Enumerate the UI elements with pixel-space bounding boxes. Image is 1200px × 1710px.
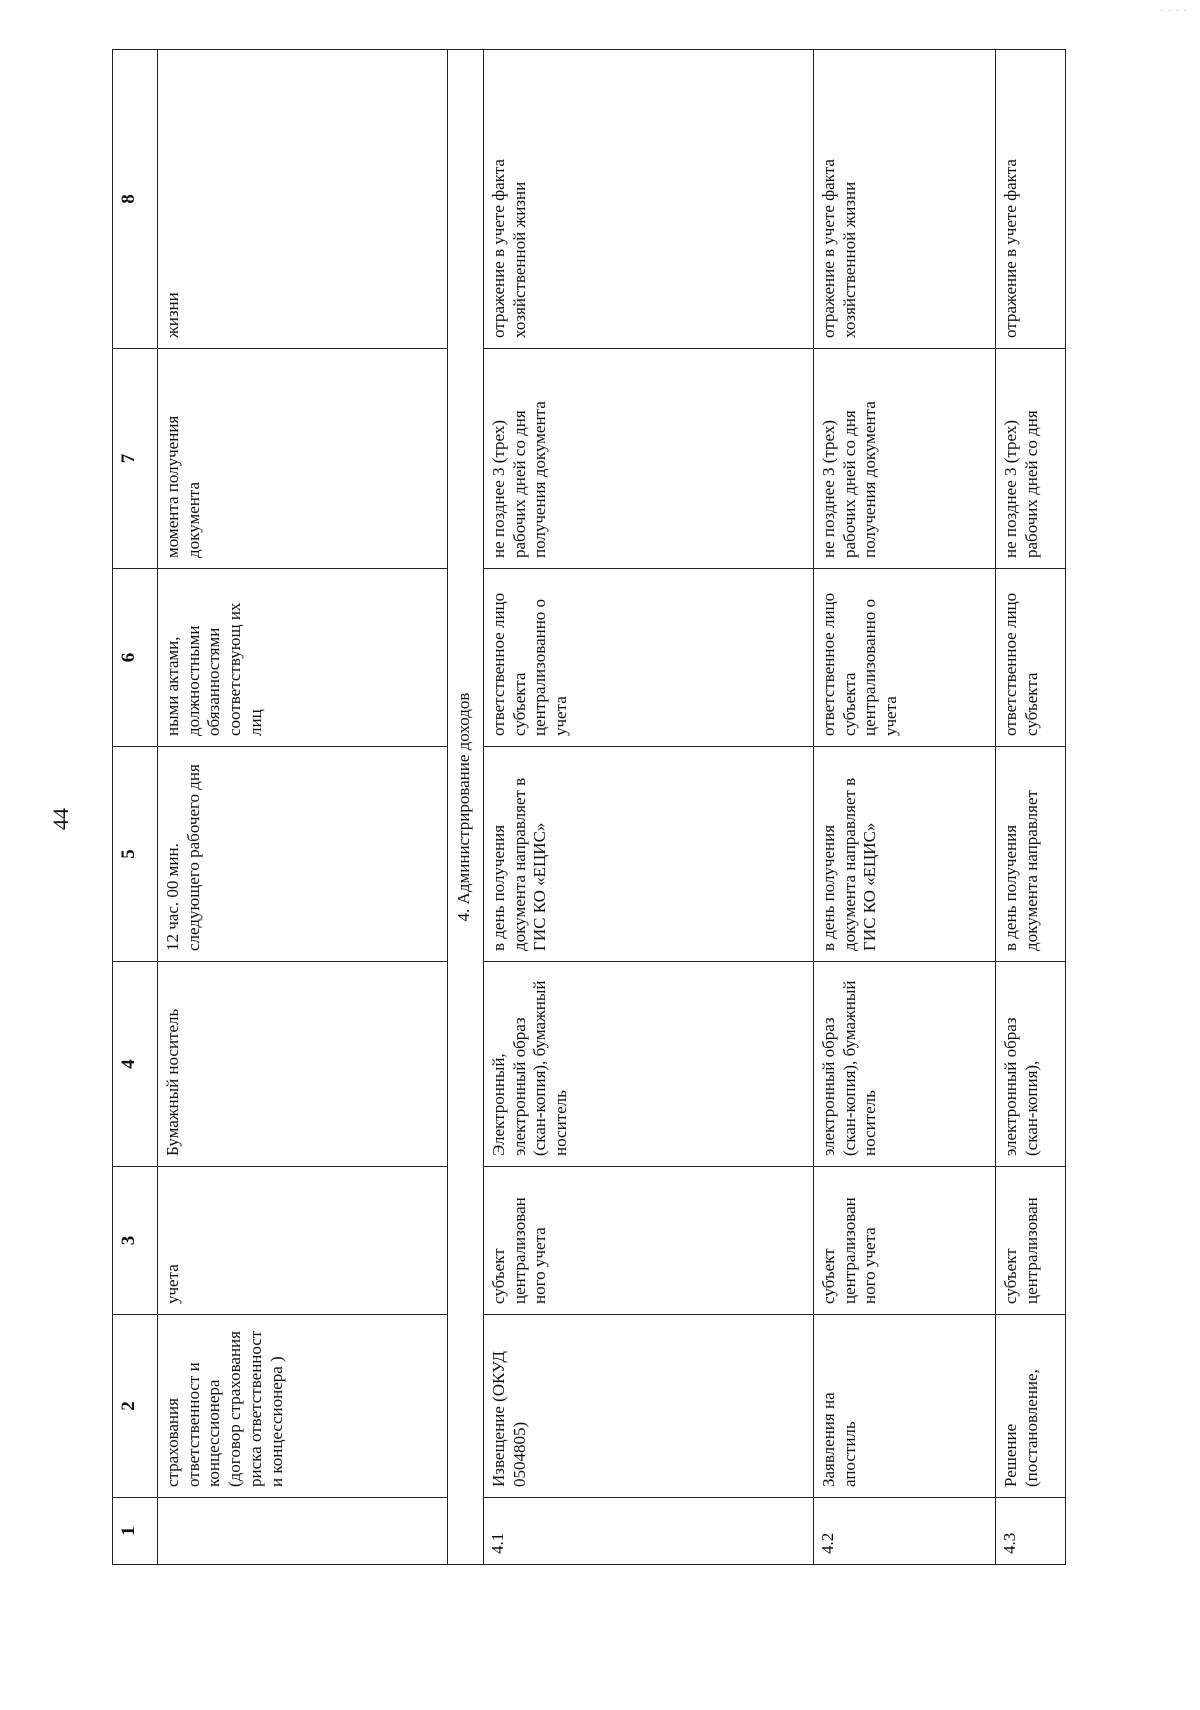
rotated-table-container xyxy=(112,50,1200,1565)
header-cell-1: 1 xyxy=(113,1498,158,1565)
cell: в день получения документа направляет в ГИС КО «ЕЦИС» xyxy=(484,747,814,962)
table-row xyxy=(996,50,1066,1565)
cell: отражение в учете факта xyxy=(996,50,1066,349)
table-row xyxy=(814,50,996,1565)
cell: субъект централизован ного учета xyxy=(484,1167,814,1315)
cell: ответственное лицо субъекта централизованно о учета xyxy=(814,569,996,747)
scan-marks: · · · · xyxy=(1160,6,1188,17)
table-row xyxy=(484,50,814,1565)
cell: субъект централизован ного учета xyxy=(814,1167,996,1315)
header-cell-3: 3 xyxy=(113,1167,158,1315)
cell: 4.2 xyxy=(814,1498,996,1565)
cell: страхования ответственност и концессионера (договор страхования риска ответственност и концессионера ) xyxy=(158,1315,448,1498)
page-number: 44 xyxy=(48,808,73,830)
cell: 12 час. 00 мин. следующего рабочего дня xyxy=(158,747,448,962)
document-table xyxy=(112,49,1066,1565)
cell: учета xyxy=(158,1167,448,1315)
header-cell-7: 7 xyxy=(113,349,158,569)
cell: жизни xyxy=(158,50,448,349)
header-row xyxy=(113,50,158,1565)
header-cell-8: 8 xyxy=(113,50,158,349)
cell: электронный образ (скан-копия), бумажный носитель xyxy=(814,962,996,1167)
cell: ответственное лицо субъекта централизованно о учета xyxy=(484,569,814,747)
cell: 4.3 xyxy=(996,1498,1066,1565)
cell: ными актами, должностными обязанностями соответствующ их лиц xyxy=(158,569,448,747)
cell: 4.1 xyxy=(484,1498,814,1565)
header-cell-2: 2 xyxy=(113,1315,158,1498)
continuation-row xyxy=(158,50,448,1565)
cell: в день получения документа направляет в ГИС КО «ЕЦИС» xyxy=(814,747,996,962)
cell: ответственное лицо субъекта xyxy=(996,569,1066,747)
cell: отражение в учете факта хозяйственной жизни xyxy=(814,50,996,349)
header-cell-6: 6 xyxy=(113,569,158,747)
cell: электронный образ (скан-копия), xyxy=(996,962,1066,1167)
cell xyxy=(158,1498,448,1565)
cell: Решение (постановление, xyxy=(996,1315,1066,1498)
cell: отражение в учете факта хозяйственной жизни xyxy=(484,50,814,349)
cell: Бумажный носитель xyxy=(158,962,448,1167)
header-cell-4: 4 xyxy=(113,962,158,1167)
cell: не позднее 3 (трех) рабочих дней со дня получения документа xyxy=(484,349,814,569)
cell: Извещение (ОКУД 0504805) xyxy=(484,1315,814,1498)
cell: не позднее 3 (трех) рабочих дней со дня xyxy=(996,349,1066,569)
header-cell-5: 5 xyxy=(113,747,158,962)
cell: не позднее 3 (трех) рабочих дней со дня получения документа xyxy=(814,349,996,569)
cell: Заявления на апостиль xyxy=(814,1315,996,1498)
section-title: 4. Администрирование доходов xyxy=(448,50,484,1565)
cell: Электронный, электронный образ (скан-копия), бумажный носитель xyxy=(484,962,814,1167)
cell: в день получения документа направляет xyxy=(996,747,1066,962)
cell: момента получения документа xyxy=(158,349,448,569)
cell: субъект централизован xyxy=(996,1167,1066,1315)
section-row xyxy=(448,50,484,1565)
